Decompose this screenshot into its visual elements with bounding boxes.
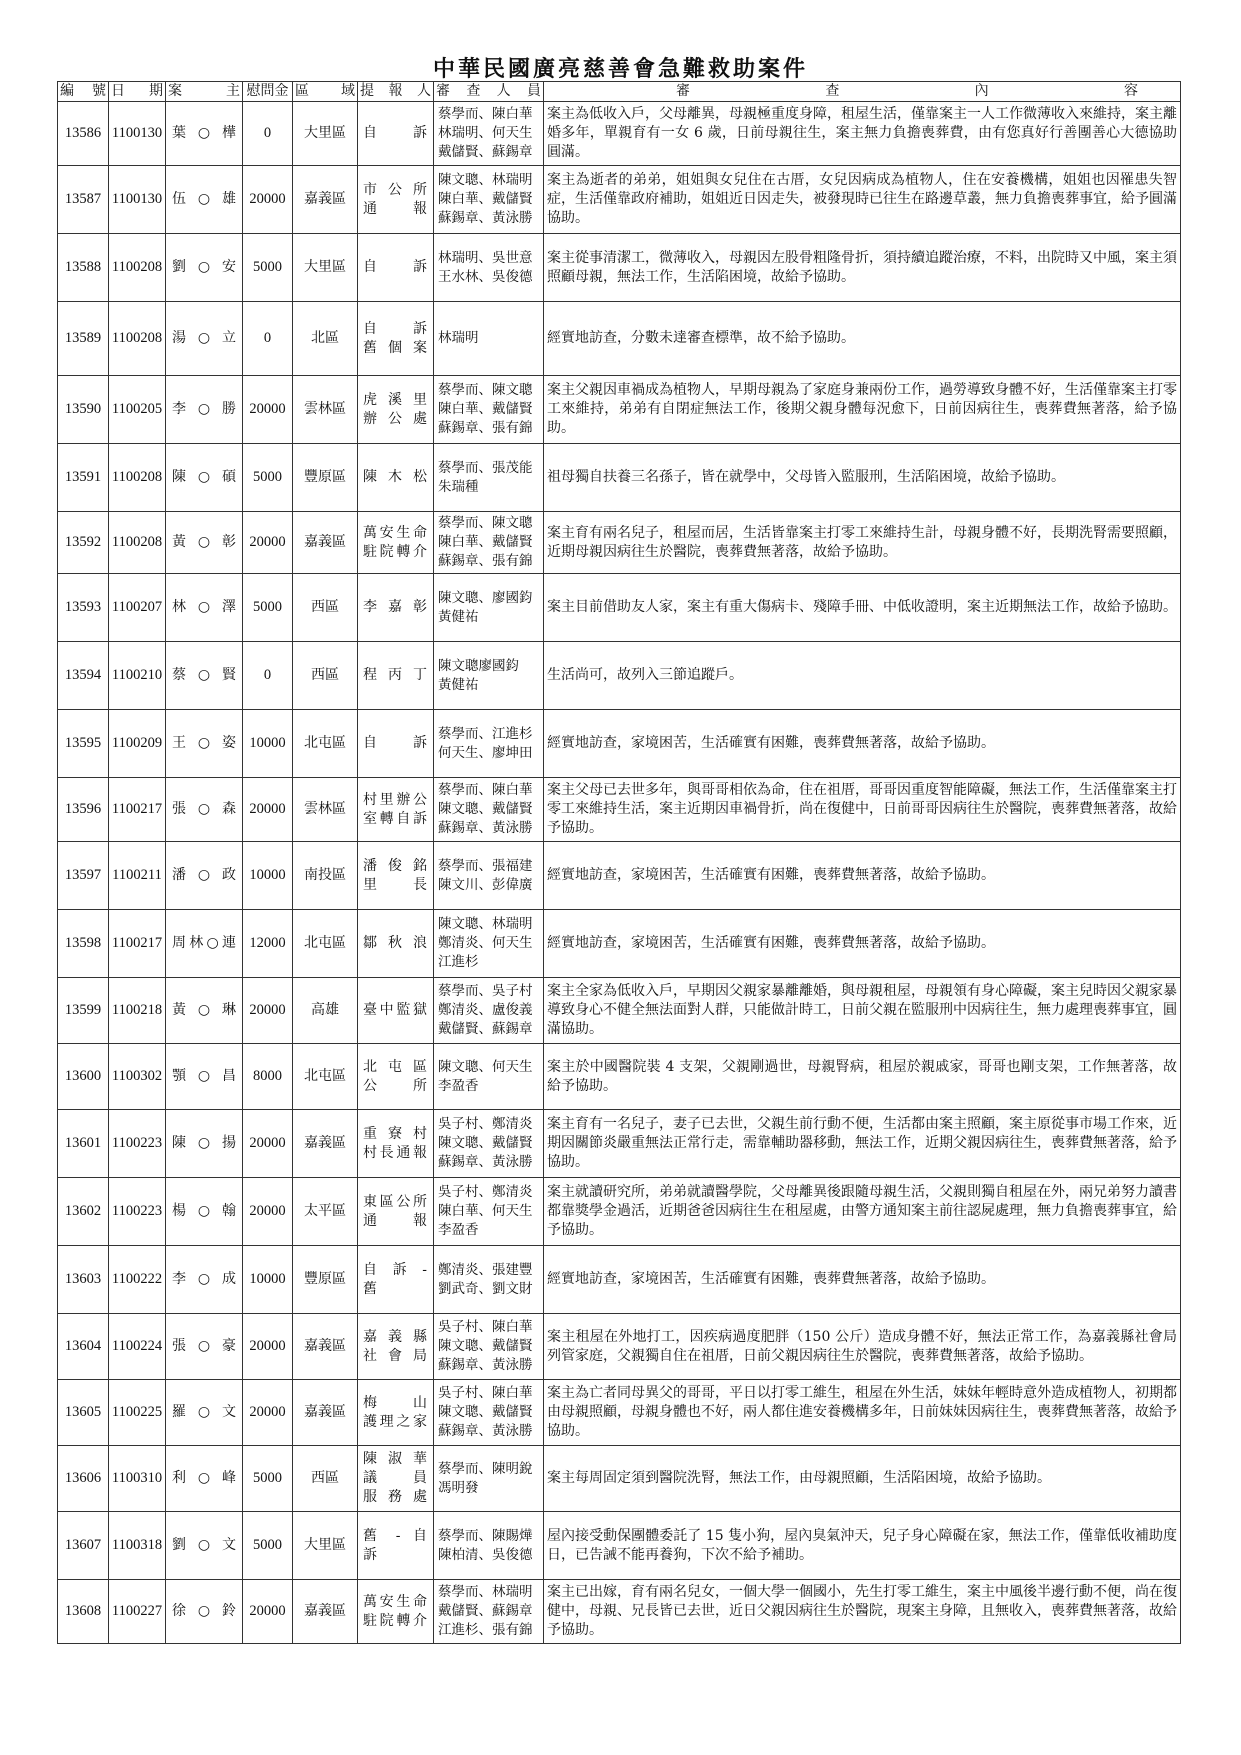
table-row xyxy=(58,302,1181,376)
relief-amount: 10000 xyxy=(243,842,293,910)
table-row xyxy=(58,642,1181,710)
region: 南投區 xyxy=(293,842,358,910)
table-row xyxy=(58,444,1181,512)
case-date: 1100224 xyxy=(109,1314,166,1380)
reviewers: 蔡學而、吳子村 鄭清炎、盧俊義 戴儲賢、蘇錫章 xyxy=(434,978,544,1044)
applicant-name: 黃 ○ 彰 xyxy=(166,512,243,574)
reporter: 市 公 所 通 報 xyxy=(358,166,434,234)
relief-amount: 12000 xyxy=(243,910,293,978)
table-row xyxy=(58,710,1181,778)
review-content: 屋內接受動保團體委託了 15 隻小狗，屋內臭氣沖天，兒子身心障礙在家，無法工作，僅靠低收補助度日，已告誡不能再養狗，下次不給予補助。 xyxy=(544,1512,1181,1580)
applicant-name: 張 ○ 森 xyxy=(166,778,243,842)
region: 嘉義區 xyxy=(293,166,358,234)
header-row xyxy=(58,82,1181,102)
reviewers: 蔡學而、陳文聰 陳白華、戴儲賢 蘇錫章、張有錦 xyxy=(434,512,544,574)
case-date: 1100210 xyxy=(109,642,166,710)
review-content: 經實地訪查，家境困苦，生活確實有困難，喪葬費無著落，故給予協助。 xyxy=(544,1246,1181,1314)
reviewers: 蔡學而、江進杉 何天生、廖坤田 xyxy=(434,710,544,778)
review-content: 案主為亡者同母異父的哥哥，平日以打零工維生，租屋在外生活，妹妹年輕時意外造成植物人，初期都由母親照顧，母親身體也不好，兩人都住進安養機構多年，日前妹妹因病往生，喪葬費無著落，故給予協助。 xyxy=(544,1380,1181,1446)
applicant-name: 周 林 ○ 連 xyxy=(166,910,243,978)
review-content: 案主租屋在外地打工，因疾病過度肥胖（150 公斤）造成身體不好，無法正常工作，為嘉義縣社會局列管家庭，父親獨自住在祖厝，日前父親因病往生於醫院，喪葬費無著落，故給予協助。 xyxy=(544,1314,1181,1380)
case-id: 13589 xyxy=(58,302,109,376)
region: 西區 xyxy=(293,1446,358,1512)
case-id: 13594 xyxy=(58,642,109,710)
reviewers: 蔡學而、陳明銳 馮明發 xyxy=(434,1446,544,1512)
review-content: 經實地訪查，家境困苦，生活確實有困難，喪葬費無著落，故給予協助。 xyxy=(544,910,1181,978)
reporter: 自 訴 - 舊 xyxy=(358,1246,434,1314)
case-id: 13606 xyxy=(58,1446,109,1512)
reporter: 程 丙 丁 xyxy=(358,642,434,710)
region: 西區 xyxy=(293,642,358,710)
case-id: 13604 xyxy=(58,1314,109,1380)
column-header-region: 區 域 xyxy=(293,82,358,102)
case-id: 13601 xyxy=(58,1110,109,1178)
applicant-name: 蔡 ○ 賢 xyxy=(166,642,243,710)
reviewers: 蔡學而、陳白華 林瑞明、何天生 戴儲賢、蘇錫章 xyxy=(434,102,544,166)
reviewers: 蔡學而、張福建 陳文川、彭偉廣 xyxy=(434,842,544,910)
relief-amount: 5000 xyxy=(243,1446,293,1512)
column-header-amount: 慰問金 xyxy=(243,82,293,102)
table-row xyxy=(58,1580,1181,1644)
reviewers: 陳文聰、林瑞明 陳白華、戴儲賢 蘇錫章、黃泳勝 xyxy=(434,166,544,234)
review-content: 案主目前借助友人家，案主有重大傷病卡、殘障手冊、中低收證明，案主近期無法工作，故給予協助。 xyxy=(544,574,1181,642)
case-id: 13600 xyxy=(58,1044,109,1110)
relief-amount: 10000 xyxy=(243,1246,293,1314)
review-content: 案主育有兩名兒子，租屋而居，生活皆靠案主打零工來維持生計，母親身體不好，長期洗腎需要照顧，近期母親因病往生於醫院，喪葬費無著落，故給予協助。 xyxy=(544,512,1181,574)
case-id: 13595 xyxy=(58,710,109,778)
review-content: 案主從事清潔工，微薄收入，母親因左股骨粗隆骨折，須持續追蹤治療，不料，出院時又中風，案主須照顧母親，無法工作，生活陷困境，故給予協助。 xyxy=(544,234,1181,302)
case-date: 1100208 xyxy=(109,444,166,512)
applicant-name: 陳 ○ 碩 xyxy=(166,444,243,512)
reporter: 舊 - 自 訴 xyxy=(358,1512,434,1580)
review-content: 案主於中國醫院裝 4 支架，父親剛過世，母親腎病，租屋於親戚家，哥哥也剛支架，工作無著落，故給予協助。 xyxy=(544,1044,1181,1110)
case-id: 13602 xyxy=(58,1178,109,1246)
region: 嘉義區 xyxy=(293,1314,358,1380)
table-row xyxy=(58,166,1181,234)
relief-amount: 5000 xyxy=(243,234,293,302)
reporter: 臺中監獄 xyxy=(358,978,434,1044)
region: 豐原區 xyxy=(293,1246,358,1314)
relief-amount: 20000 xyxy=(243,166,293,234)
relief-amount: 5000 xyxy=(243,444,293,512)
region: 大里區 xyxy=(293,1512,358,1580)
reporter: 萬安生命 駐院轉介 xyxy=(358,512,434,574)
reporter: 萬安生命 駐院轉介 xyxy=(358,1580,434,1644)
region: 大里區 xyxy=(293,102,358,166)
region: 嘉義區 xyxy=(293,1110,358,1178)
reporter: 陳 淑 華 議 員 服 務 處 xyxy=(358,1446,434,1512)
case-id: 13598 xyxy=(58,910,109,978)
column-header-reporter: 提 報 人 xyxy=(358,82,434,102)
reporter: 虎 溪 里 辦 公 處 xyxy=(358,376,434,444)
region: 北屯區 xyxy=(293,1044,358,1110)
reporter: 李 嘉 彰 xyxy=(358,574,434,642)
case-date: 1100130 xyxy=(109,102,166,166)
region: 嘉義區 xyxy=(293,512,358,574)
relief-amount: 20000 xyxy=(243,1178,293,1246)
case-date: 1100222 xyxy=(109,1246,166,1314)
relief-cases-table xyxy=(57,81,1181,1644)
applicant-name: 劉 ○ 文 xyxy=(166,1512,243,1580)
case-date: 1100205 xyxy=(109,376,166,444)
region: 太平區 xyxy=(293,1178,358,1246)
table-row xyxy=(58,574,1181,642)
review-content: 案主父親因車禍成為植物人，早期母親為了家庭身兼兩份工作，過勞導致身體不好，生活僅靠案主打零工來維持，弟弟有自閉症無法工作，後期父親身體每況愈下，日前因病往生，喪葬費無著落，給予協助。 xyxy=(544,376,1181,444)
reviewers: 陳文聰、廖國鈞 黃健祐 xyxy=(434,574,544,642)
case-id: 13599 xyxy=(58,978,109,1044)
applicant-name: 黃 ○ 琳 xyxy=(166,978,243,1044)
case-id: 13605 xyxy=(58,1380,109,1446)
column-header-date: 日 期 xyxy=(109,82,166,102)
relief-amount: 5000 xyxy=(243,574,293,642)
applicant-name: 楊 ○ 翰 xyxy=(166,1178,243,1246)
review-content: 案主育有一名兒子，妻子已去世，父親生前行動不便，生活都由案主照顧，案主原從事市場工作來，近期因關節炎嚴重無法正常行走，需靠輔助器移動，無法工作，近期父親因病往生，喪葬費無著落，給予協助。 xyxy=(544,1110,1181,1178)
relief-amount: 20000 xyxy=(243,978,293,1044)
applicant-name: 劉 ○ 安 xyxy=(166,234,243,302)
case-date: 1100209 xyxy=(109,710,166,778)
reporter: 北 屯 區 公 所 xyxy=(358,1044,434,1110)
reporter: 嘉 義 縣 社 會 局 xyxy=(358,1314,434,1380)
reporter: 重 寮 村 村長通報 xyxy=(358,1110,434,1178)
case-date: 1100130 xyxy=(109,166,166,234)
region: 大里區 xyxy=(293,234,358,302)
review-content: 案主為逝者的弟弟，姐姐與女兒住在古厝，女兒因病成為植物人，住在安養機構，姐姐也因罹患失智症，生活僅靠政府補助，姐姐近日因走失，被發現時已往生在路邊草叢，無力負擔喪葬事宜，給予圓滿協助。 xyxy=(544,166,1181,234)
reporter: 自 訴 xyxy=(358,710,434,778)
table-row xyxy=(58,910,1181,978)
reviewers: 陳文聰廖國鈞 黃健祐 xyxy=(434,642,544,710)
table-row xyxy=(58,1512,1181,1580)
table-row xyxy=(58,778,1181,842)
reporter: 梅 山 護理之家 xyxy=(358,1380,434,1446)
table-row xyxy=(58,376,1181,444)
applicant-name: 李 ○ 成 xyxy=(166,1246,243,1314)
relief-amount: 5000 xyxy=(243,1512,293,1580)
relief-amount: 20000 xyxy=(243,1110,293,1178)
relief-amount: 0 xyxy=(243,642,293,710)
case-date: 1100211 xyxy=(109,842,166,910)
reporter: 自 訴 xyxy=(358,234,434,302)
case-id: 13608 xyxy=(58,1580,109,1644)
reviewers: 鄭清炎、張建豐 劉武奇、劉文財 xyxy=(434,1246,544,1314)
region: 北屯區 xyxy=(293,710,358,778)
case-date: 1100208 xyxy=(109,302,166,376)
applicant-name: 羅 ○ 文 xyxy=(166,1380,243,1446)
relief-amount: 8000 xyxy=(243,1044,293,1110)
region: 雲林區 xyxy=(293,778,358,842)
table-row xyxy=(58,1314,1181,1380)
case-date: 1100208 xyxy=(109,234,166,302)
region: 西區 xyxy=(293,574,358,642)
table-row xyxy=(58,102,1181,166)
relief-amount: 20000 xyxy=(243,512,293,574)
applicant-name: 李 ○ 勝 xyxy=(166,376,243,444)
reviewers: 吳子村、陳白華 陳文聰、戴儲賢 蘇錫章、黃泳勝 xyxy=(434,1314,544,1380)
relief-amount: 0 xyxy=(243,302,293,376)
region: 高雄 xyxy=(293,978,358,1044)
reviewers: 林瑞明 xyxy=(434,302,544,376)
review-content: 生活尚可，故列入三節追蹤戶。 xyxy=(544,642,1181,710)
table-row xyxy=(58,1178,1181,1246)
case-id: 13597 xyxy=(58,842,109,910)
table-row xyxy=(58,1044,1181,1110)
table-row xyxy=(58,1380,1181,1446)
reviewers: 吳子村、鄭清炎 陳文聰、戴儲賢 蘇錫章、黃泳勝 xyxy=(434,1110,544,1178)
region: 豐原區 xyxy=(293,444,358,512)
case-id: 13590 xyxy=(58,376,109,444)
reviewers: 吳子村、鄭清炎 陳白華、何天生 李盈香 xyxy=(434,1178,544,1246)
case-id: 13607 xyxy=(58,1512,109,1580)
review-content: 案主全家為低收入戶，早期因父親家暴離離婚，與母親租屋，母親領有身心障礙，案主兒時因父親家暴導致身心不健全無法面對人群，只能做計時工，日前父親在監服刑中因病往生，無力處理喪葬事宜，圓滿協助。 xyxy=(544,978,1181,1044)
table-row xyxy=(58,978,1181,1044)
case-date: 1100208 xyxy=(109,512,166,574)
case-date: 1100302 xyxy=(109,1044,166,1110)
reviewers: 林瑞明、吳世意 王水林、吳俊德 xyxy=(434,234,544,302)
reporter: 鄒 秋 浪 xyxy=(358,910,434,978)
column-header-content: 審 查 內 容 xyxy=(544,82,1181,102)
reviewers: 陳文聰、林瑞明 鄭清炎、何天生 江進杉 xyxy=(434,910,544,978)
region: 北屯區 xyxy=(293,910,358,978)
case-date: 1100207 xyxy=(109,574,166,642)
review-content: 經實地訪查，家境困苦，生活確實有困難，喪葬費無著落，故給予協助。 xyxy=(544,842,1181,910)
reporter: 陳 木 松 xyxy=(358,444,434,512)
applicant-name: 王 ○ 姿 xyxy=(166,710,243,778)
case-date: 1100318 xyxy=(109,1512,166,1580)
reviewers: 陳文聰、何天生 李盈香 xyxy=(434,1044,544,1110)
case-date: 1100223 xyxy=(109,1178,166,1246)
column-header-reviewers: 審 查 人 員 xyxy=(434,82,544,102)
applicant-name: 徐 ○ 鈴 xyxy=(166,1580,243,1644)
review-content: 祖母獨自扶養三名孫子，皆在就學中，父母皆入監服刑，生活陷困境，故給予協助。 xyxy=(544,444,1181,512)
review-content: 經實地訪查，家境困苦，生活確實有困難，喪葬費無著落，故給予協助。 xyxy=(544,710,1181,778)
case-id: 13588 xyxy=(58,234,109,302)
reporter: 潘 俊 銘 里 長 xyxy=(358,842,434,910)
case-id: 13591 xyxy=(58,444,109,512)
table-row xyxy=(58,842,1181,910)
column-header-id: 編 號 xyxy=(58,82,109,102)
applicant-name: 伍 ○ 雄 xyxy=(166,166,243,234)
applicant-name: 利 ○ 峰 xyxy=(166,1446,243,1512)
reviewers: 吳子村、陳白華 陳文聰、戴儲賢 蘇錫章、黃泳勝 xyxy=(434,1380,544,1446)
case-id: 13593 xyxy=(58,574,109,642)
applicant-name: 湯 ○ 立 xyxy=(166,302,243,376)
case-id: 13592 xyxy=(58,512,109,574)
applicant-name: 葉 ○ 樺 xyxy=(166,102,243,166)
relief-amount: 20000 xyxy=(243,376,293,444)
region: 雲林區 xyxy=(293,376,358,444)
case-date: 1100310 xyxy=(109,1446,166,1512)
applicant-name: 陳 ○ 揚 xyxy=(166,1110,243,1178)
case-date: 1100217 xyxy=(109,910,166,978)
document-title: 中華民國廣亮慈善會急難救助案件 xyxy=(432,57,808,82)
relief-amount: 20000 xyxy=(243,778,293,842)
case-id: 13587 xyxy=(58,166,109,234)
reviewers: 蔡學而、陳賜燁 陳柏清、吳俊德 xyxy=(434,1512,544,1580)
table-row xyxy=(58,1110,1181,1178)
case-id: 13603 xyxy=(58,1246,109,1314)
relief-amount: 0 xyxy=(243,102,293,166)
applicant-name: 潘 ○ 政 xyxy=(166,842,243,910)
reviewers: 蔡學而、陳白華 陳文聰、戴儲賢 蘇錫章、黃泳勝 xyxy=(434,778,544,842)
relief-amount: 10000 xyxy=(243,710,293,778)
table-row xyxy=(58,234,1181,302)
review-content: 案主為低收入戶，父母離異，母親極重度身障，租屋生活，僅靠案主一人工作微薄收入來維持，案主離婚多年，單親育有一女 6 歲，日前母親往生，案主無力負擔喪葬費，由有您真好行善團善心大德協助圓滿。 xyxy=(544,102,1181,166)
reviewers: 蔡學而、陳文聰 陳白華、戴儲賢 蘇錫章、張有錦 xyxy=(434,376,544,444)
column-header-applicant: 案 主 xyxy=(166,82,243,102)
review-content: 經實地訪查，分數未達審查標準，故不給予協助。 xyxy=(544,302,1181,376)
relief-amount: 20000 xyxy=(243,1380,293,1446)
review-content: 案主每周固定須到醫院洗腎，無法工作，由母親照顧，生活陷困境，故給予協助。 xyxy=(544,1446,1181,1512)
case-date: 1100223 xyxy=(109,1110,166,1178)
region: 嘉義區 xyxy=(293,1380,358,1446)
region: 嘉義區 xyxy=(293,1580,358,1644)
applicant-name: 林 ○ 澤 xyxy=(166,574,243,642)
table-row xyxy=(58,1246,1181,1314)
relief-amount: 20000 xyxy=(243,1314,293,1380)
table-row xyxy=(58,1446,1181,1512)
case-date: 1100217 xyxy=(109,778,166,842)
reporter: 村里辦公 室轉自訴 xyxy=(358,778,434,842)
case-id: 13596 xyxy=(58,778,109,842)
case-date: 1100218 xyxy=(109,978,166,1044)
reporter: 自 訴 舊 個 案 xyxy=(358,302,434,376)
applicant-name: 張 ○ 豪 xyxy=(166,1314,243,1380)
review-content: 案主父母已去世多年，與哥哥相依為命，住在祖厝，哥哥因重度智能障礙，無法工作，生活僅靠案主打零工來維持生活，案主近期因車禍骨折，尚在復健中，日前哥哥因病往生於醫院，喪葬費無著落，故給予協助。 xyxy=(544,778,1181,842)
reviewers: 蔡學而、林瑞明 戴儲賢、蘇錫章 江進杉、張有錦 xyxy=(434,1580,544,1644)
review-content: 案主就讀研究所，弟弟就讀醫學院，父母離異後跟隨母親生活，父親則獨自租屋在外，兩兄弟努力讀書都靠獎學金過活，近期爸爸因病往生在租屋處，由警方通知案主前往認屍處理，無力負擔喪葬事宜，給予協助。 xyxy=(544,1178,1181,1246)
reviewers: 蔡學而、張茂能 朱瑞種 xyxy=(434,444,544,512)
case-id: 13586 xyxy=(58,102,109,166)
reporter: 東區公所 通 報 xyxy=(358,1178,434,1246)
reporter: 自 訴 xyxy=(358,102,434,166)
applicant-name: 顎 ○ 昌 xyxy=(166,1044,243,1110)
relief-amount: 20000 xyxy=(243,1580,293,1644)
table-row xyxy=(58,512,1181,574)
review-content: 案主已出嫁，育有兩名兒女，一個大學一個國小，先生打零工維生，案主中風後半邊行動不便，尚在復健中，母親、兄長皆已去世，近日父親因病往生於醫院，現案主身障，且無收入，喪葬費無著落，故給予協助。 xyxy=(544,1580,1181,1644)
case-date: 1100227 xyxy=(109,1580,166,1644)
region: 北區 xyxy=(293,302,358,376)
case-date: 1100225 xyxy=(109,1380,166,1446)
